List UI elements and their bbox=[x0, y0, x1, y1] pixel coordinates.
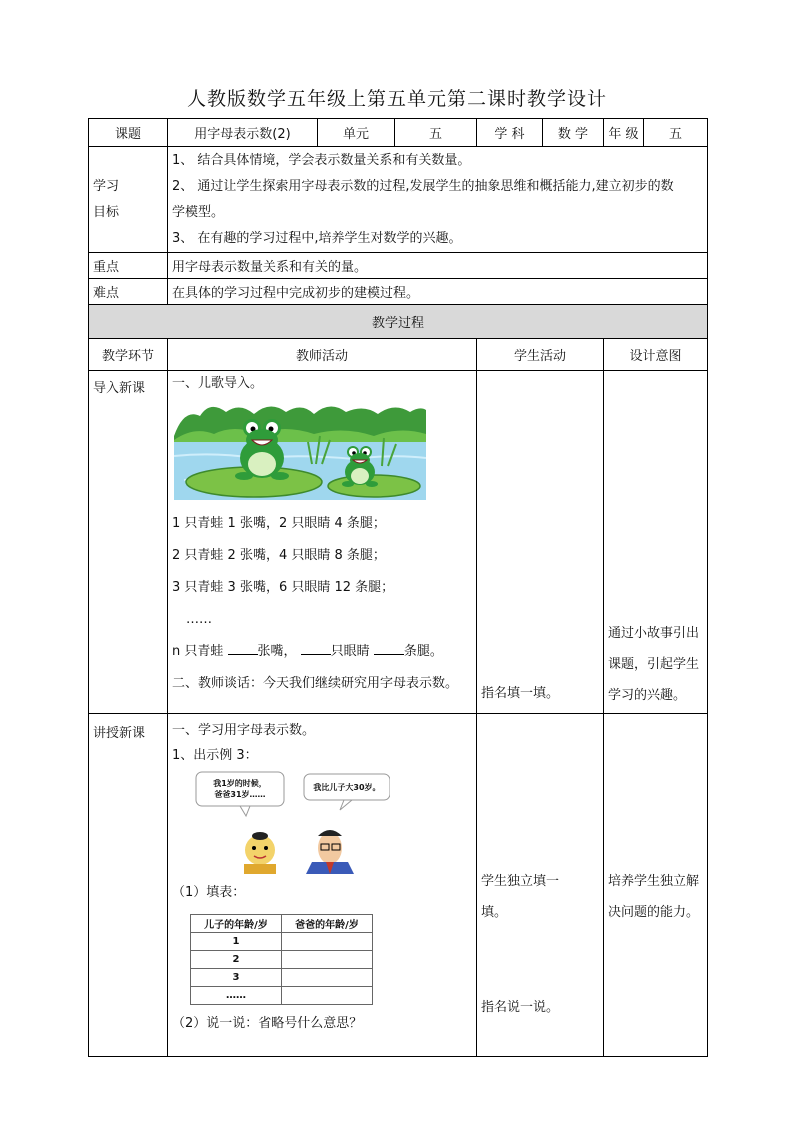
example-label: 1、出示例 3： bbox=[172, 748, 258, 763]
intent-line: 决问题的能力。 bbox=[608, 905, 700, 920]
father-age-cell[interactable] bbox=[282, 987, 373, 1005]
teacher-activity-cell bbox=[168, 714, 477, 1057]
goals-content bbox=[168, 147, 708, 253]
design-intent-cell bbox=[604, 371, 708, 714]
grade-value: 五 bbox=[644, 119, 708, 147]
fill-table-label: （1）填表： bbox=[172, 885, 246, 900]
intent-line: 学习的兴趣。 bbox=[608, 688, 687, 703]
unit-label: 单元 bbox=[318, 119, 395, 147]
stage-cell bbox=[89, 371, 168, 714]
n-frog-part3: 只眼睛 bbox=[330, 644, 370, 659]
grade-label: 年 级 bbox=[604, 119, 644, 147]
son-age-cell: 2 bbox=[191, 951, 282, 969]
student-activity-text: 指名填一填。 bbox=[481, 686, 560, 701]
intent-line: 培养学生独立解 bbox=[608, 874, 700, 889]
student-activity-cell bbox=[477, 714, 604, 1057]
difficulty-label: 难点 bbox=[89, 279, 168, 305]
column-header-student: 学生活动 bbox=[477, 339, 604, 371]
goal-item: 3、 在有趣的学习过程中,培养学生对数学的兴趣。 bbox=[172, 231, 462, 246]
subject-label: 学 科 bbox=[477, 119, 543, 147]
key-point-label: 重点 bbox=[89, 253, 168, 279]
intent-line: 通过小故事引出 bbox=[608, 626, 700, 641]
student-activity-line: 填。 bbox=[481, 905, 508, 920]
key-point-value: 用字母表示数量关系和有关的量。 bbox=[168, 253, 708, 279]
example-illustration bbox=[194, 770, 414, 874]
frog-line: 2 只青蛙 2 张嘴，4 只眼睛 8 条腿； bbox=[172, 548, 386, 563]
goal-item: 学模型。 bbox=[172, 205, 225, 220]
unit-value: 五 bbox=[395, 119, 477, 147]
stage-label: 导入新课 bbox=[93, 381, 146, 396]
teacher-activity-cell bbox=[168, 371, 477, 714]
goals-label-line2: 目标 bbox=[93, 204, 120, 220]
father-age-cell[interactable] bbox=[282, 933, 373, 951]
difficulty-value: 在具体的学习过程中完成初步的建模过程。 bbox=[168, 279, 708, 305]
father-age-cell[interactable] bbox=[282, 951, 373, 969]
blank-mouths[interactable] bbox=[228, 642, 258, 655]
student-activity-extra: 指名说一说。 bbox=[481, 1000, 560, 1015]
goals-label-line1: 学习 bbox=[93, 178, 120, 194]
stage-label: 讲授新课 bbox=[93, 726, 146, 741]
son-age-cell: 3 bbox=[191, 969, 282, 987]
goals-label bbox=[89, 147, 168, 253]
child-speech-bubble bbox=[198, 778, 282, 800]
section-heading: 一、儿歌导入。 bbox=[172, 376, 264, 391]
blank-eyes[interactable] bbox=[301, 642, 331, 655]
goal-item: 2、 通过让学生探索用字母表示数的过程,发展学生的抽象思维和概括能力,建立初步的数 bbox=[172, 179, 674, 194]
n-frog-part4: 条腿。 bbox=[403, 644, 443, 659]
goal-item: 1、 结合具体情境，学会表示数量关系和有关数量。 bbox=[172, 153, 471, 168]
section-heading: 一、学习用字母表示数。 bbox=[172, 723, 316, 738]
process-header: 教学过程 bbox=[89, 305, 708, 339]
discussion-question: （2）说一说：省略号什么意思？ bbox=[172, 1016, 363, 1031]
father-age-cell[interactable] bbox=[282, 969, 373, 987]
frog-line: 3 只青蛙 3 张嘴，6 只眼睛 12 条腿； bbox=[172, 580, 395, 595]
student-activity-line: 学生独立填一 bbox=[481, 874, 560, 889]
document-title: 人教版数学五年级上第五单元第二课时教学设计 bbox=[186, 88, 607, 110]
n-frog-part2: 张嘴， bbox=[257, 644, 297, 659]
frog-pond-illustration bbox=[174, 396, 426, 500]
stage-cell bbox=[89, 714, 168, 1057]
design-intent-cell bbox=[604, 714, 708, 1057]
topic-label: 课题 bbox=[89, 119, 168, 147]
father-speech-bubble: 我比儿子大30岁。 bbox=[313, 783, 381, 792]
lesson-plan-table bbox=[88, 118, 708, 1057]
son-age-cell: …… bbox=[191, 987, 282, 1005]
topic-value: 用字母表示数(2) bbox=[168, 119, 318, 147]
column-header-teacher: 教师活动 bbox=[168, 339, 477, 371]
column-header-intent: 设计意图 bbox=[604, 339, 708, 371]
frog-line: 1 只青蛙 1 张嘴，2 只眼睛 4 条腿； bbox=[172, 516, 386, 531]
child-speech-line2: 爸爸31岁…… bbox=[214, 790, 266, 799]
intent-line: 课题，引起学生 bbox=[608, 657, 700, 672]
n-frog-part1: n 只青蛙 bbox=[172, 644, 224, 659]
blank-legs[interactable] bbox=[374, 642, 404, 655]
subject-value: 数 学 bbox=[543, 119, 604, 147]
son-age-cell: 1 bbox=[191, 933, 282, 951]
student-activity-cell bbox=[477, 371, 604, 714]
child-speech-line1: 我1岁的时候， bbox=[213, 779, 267, 788]
column-header-stage: 教学环节 bbox=[89, 339, 168, 371]
age-table bbox=[190, 914, 373, 1005]
frog-ellipsis: …… bbox=[186, 612, 212, 627]
n-frog-line bbox=[172, 636, 472, 668]
age-table-header: 爸爸的年龄/岁 bbox=[282, 915, 373, 933]
age-table-header: 儿子的年龄/岁 bbox=[191, 915, 282, 933]
teacher-talk: 二、教师谈话：今天我们继续研究用字母表示数。 bbox=[172, 676, 459, 691]
